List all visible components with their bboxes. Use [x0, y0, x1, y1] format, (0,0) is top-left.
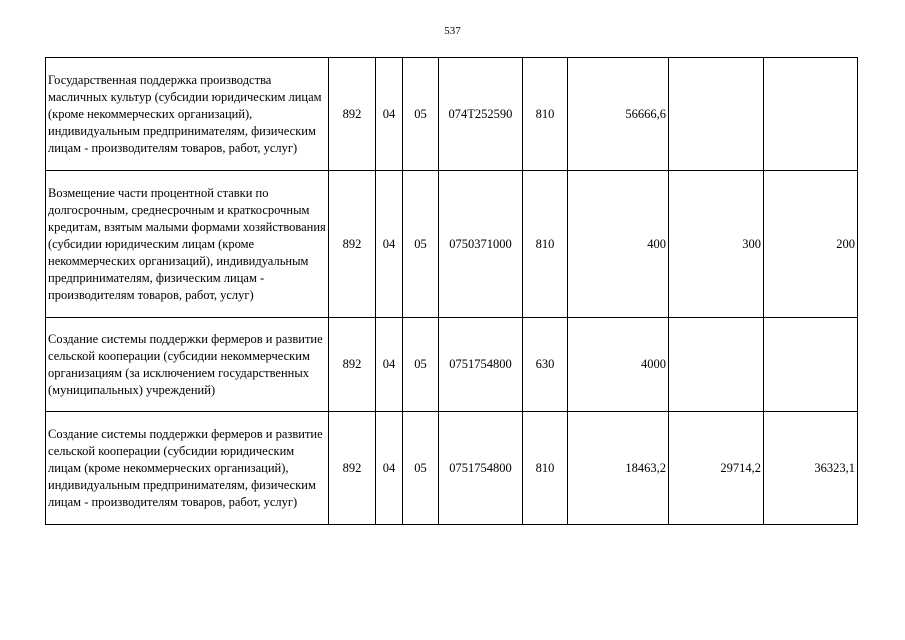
row-name: Государственная поддержка производства масличных культур (субсидии юридическим лицам (кроме некоммерческих организаций), индивидуальным предпринимателям, физическим лицам - производителям товаров, работ, услуг): [46, 58, 329, 171]
row-expense-type: 810: [523, 58, 568, 171]
row-name: Создание системы поддержки фермеров и развитие сельской кооперации (субсидии некоммерческим организациям (за исключением государственных (муниципальных) учреждений): [46, 318, 329, 412]
row-subsection: 05: [403, 412, 439, 525]
row-grbs: 892: [329, 58, 376, 171]
row-sum-year3: [764, 318, 858, 412]
row-sum-year2: [669, 318, 764, 412]
row-target-article: 0750371000: [439, 171, 523, 318]
row-sum-year2: 29714,2: [669, 412, 764, 525]
table-row: [46, 412, 858, 525]
row-sum-year1: 400: [568, 171, 669, 318]
row-sum-year3: 36323,1: [764, 412, 858, 525]
row-sum-year1: 4000: [568, 318, 669, 412]
row-expense-type: 810: [523, 412, 568, 525]
row-sum-year1: 56666,6: [568, 58, 669, 171]
row-grbs: 892: [329, 412, 376, 525]
row-name: Возмещение части процентной ставки по долгосрочным, среднесрочным и краткосрочным кредитам, взятым малыми формами хозяйствования (субсидии юридическим лицам (кроме некоммерческих организаций), индивидуальным предпринимателям, физическим лицам - производителям товаров, работ, услуг): [46, 171, 329, 318]
table-row: [46, 171, 858, 318]
row-subsection: 05: [403, 318, 439, 412]
row-section: 04: [376, 171, 403, 318]
table-row: [46, 318, 858, 412]
table-row: [46, 58, 858, 171]
row-section: 04: [376, 58, 403, 171]
row-target-article: 074T252590: [439, 58, 523, 171]
row-expense-type: 630: [523, 318, 568, 412]
page-number: 537: [444, 25, 461, 37]
row-expense-type: 810: [523, 171, 568, 318]
row-grbs: 892: [329, 171, 376, 318]
row-sum-year3: 200: [764, 171, 858, 318]
row-target-article: 0751754800: [439, 412, 523, 525]
row-grbs: 892: [329, 318, 376, 412]
row-target-article: 0751754800: [439, 318, 523, 412]
row-name: Создание системы поддержки фермеров и развитие сельской кооперации (субсидии юридическим лицам (кроме некоммерческих организаций), индивидуальным предпринимателям, физическим лицам - производителям товаров, работ, услуг): [46, 412, 329, 525]
budget-table: [45, 57, 858, 525]
row-sum-year3: [764, 58, 858, 171]
row-sum-year2: [669, 58, 764, 171]
row-sum-year1: 18463,2: [568, 412, 669, 525]
row-subsection: 05: [403, 58, 439, 171]
row-section: 04: [376, 318, 403, 412]
row-sum-year2: 300: [669, 171, 764, 318]
row-subsection: 05: [403, 171, 439, 318]
row-section: 04: [376, 412, 403, 525]
